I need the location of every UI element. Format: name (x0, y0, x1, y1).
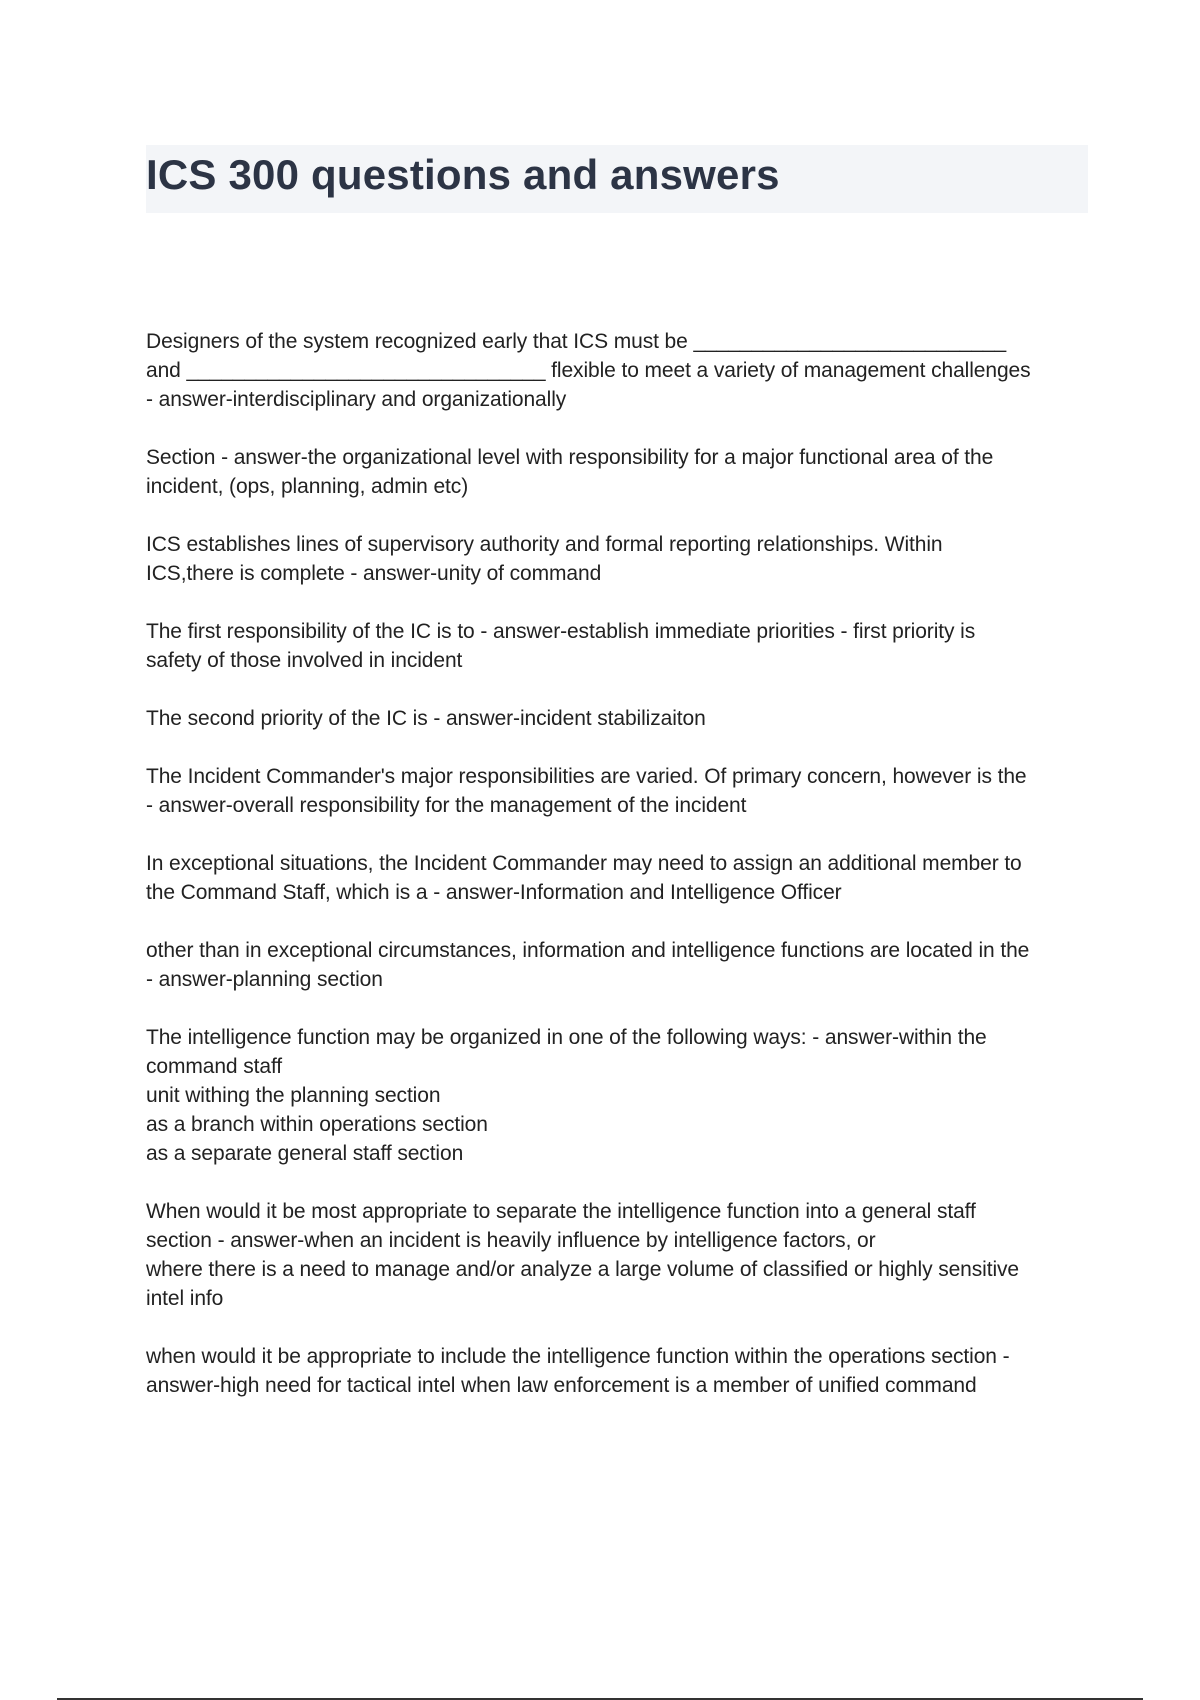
qa-item: Designers of the system recognized early that ICS must be ___________________________ and _______________________________ flexible to meet a variety of management challenges - answer-interdisciplinary and organizationally (146, 330, 1031, 411)
page-title: ICS 300 questions and answers (146, 151, 780, 198)
qa-item: when would it be appropriate to include the intelligence function within the operations section - answer-high need for tactical intel when law enforcement is a member of unified command (146, 1345, 1010, 1397)
qa-item: ICS establishes lines of supervisory authority and formal reporting relationships. Within ICS,there is complete - answer-unity of command (146, 533, 943, 585)
qa-item: The first responsibility of the IC is to - answer-establish immediate priorities - first priority is safety of those involved in incident (146, 620, 976, 672)
qa-list (146, 327, 1096, 1429)
qa-item: The second priority of the IC is - answer-incident stabilizaiton (146, 707, 706, 730)
qa-item: The intelligence function may be organized in one of the following ways: - answer-within the command staff unit withing the planning section as a branch within operations section as a separate general staff section (146, 1026, 987, 1165)
qa-item: Section - answer-the organizational level with responsibility for a major functional area of the incident, (ops, planning, admin etc) (146, 446, 994, 498)
qa-item: When would it be most appropriate to separate the intelligence function into a general staff section - answer-when an incident is heavily influence by intelligence factors, or where there is a need to manage and/or analyze a large volume of classified or highly sensitive intel info (146, 1200, 1020, 1310)
qa-item: In exceptional situations, the Incident Commander may need to assign an additional member to the Command Staff, which is a - answer-Information and Intelligence Officer (146, 852, 1022, 904)
qa-item: The Incident Commander's major responsibilities are varied. Of primary concern, however is the - answer-overall responsibility for the management of the incident (146, 765, 1027, 817)
qa-item: other than in exceptional circumstances, information and intelligence functions are located in the - answer-planning section (146, 939, 1030, 991)
